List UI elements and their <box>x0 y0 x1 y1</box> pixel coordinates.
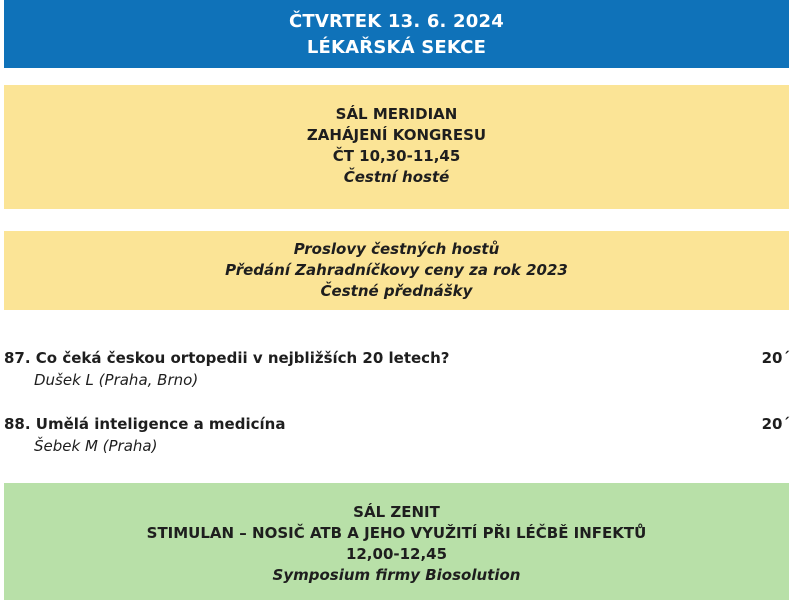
symposium-box <box>4 483 789 600</box>
talk-item <box>4 414 790 460</box>
section-title: LÉKAŘSKÁ SEKCE <box>306 37 487 58</box>
symposium-hall: SÁL ZENIT <box>353 503 440 521</box>
talk-authors: Dušek L (Praha, Brno) <box>34 371 199 389</box>
day-date: ČTVRTEK 13. 6. 2024 <box>289 11 504 32</box>
speeches-line-1: Proslovy čestných hostů <box>293 240 500 258</box>
day-header <box>4 0 789 68</box>
symposium-note: Symposium firmy Biosolution <box>272 566 521 584</box>
opening-title: ZAHÁJENÍ KONGRESU <box>306 126 487 144</box>
talk-authors: Šebek M (Praha) <box>34 437 158 455</box>
opening-hall: SÁL MERIDIAN <box>335 105 458 123</box>
talk-title: 87. Co čeká českou ortopedii v nejbližších 20 letech? <box>4 349 450 367</box>
symposium-title: STIMULAN – NOSIČ ATB A JEHO VYUŽITÍ PŘI LÉČBĚ INFEKTŮ <box>146 524 647 542</box>
speeches-box <box>4 231 789 310</box>
talk-title: 88. Umělá inteligence a medicína <box>4 415 286 433</box>
opening-time: ČT 10,30-11,45 <box>332 147 461 165</box>
opening-session-box <box>4 85 789 209</box>
talk-item <box>4 348 790 394</box>
speeches-line-3: Čestné přednášky <box>320 282 473 300</box>
talk-duration: 20´ <box>761 415 790 433</box>
opening-note: Čestní hosté <box>343 168 450 186</box>
symposium-time: 12,00-12,45 <box>345 545 448 563</box>
speeches-line-2: Předání Zahradníčkovy ceny za rok 2023 <box>225 261 568 279</box>
talk-duration: 20´ <box>761 349 790 367</box>
